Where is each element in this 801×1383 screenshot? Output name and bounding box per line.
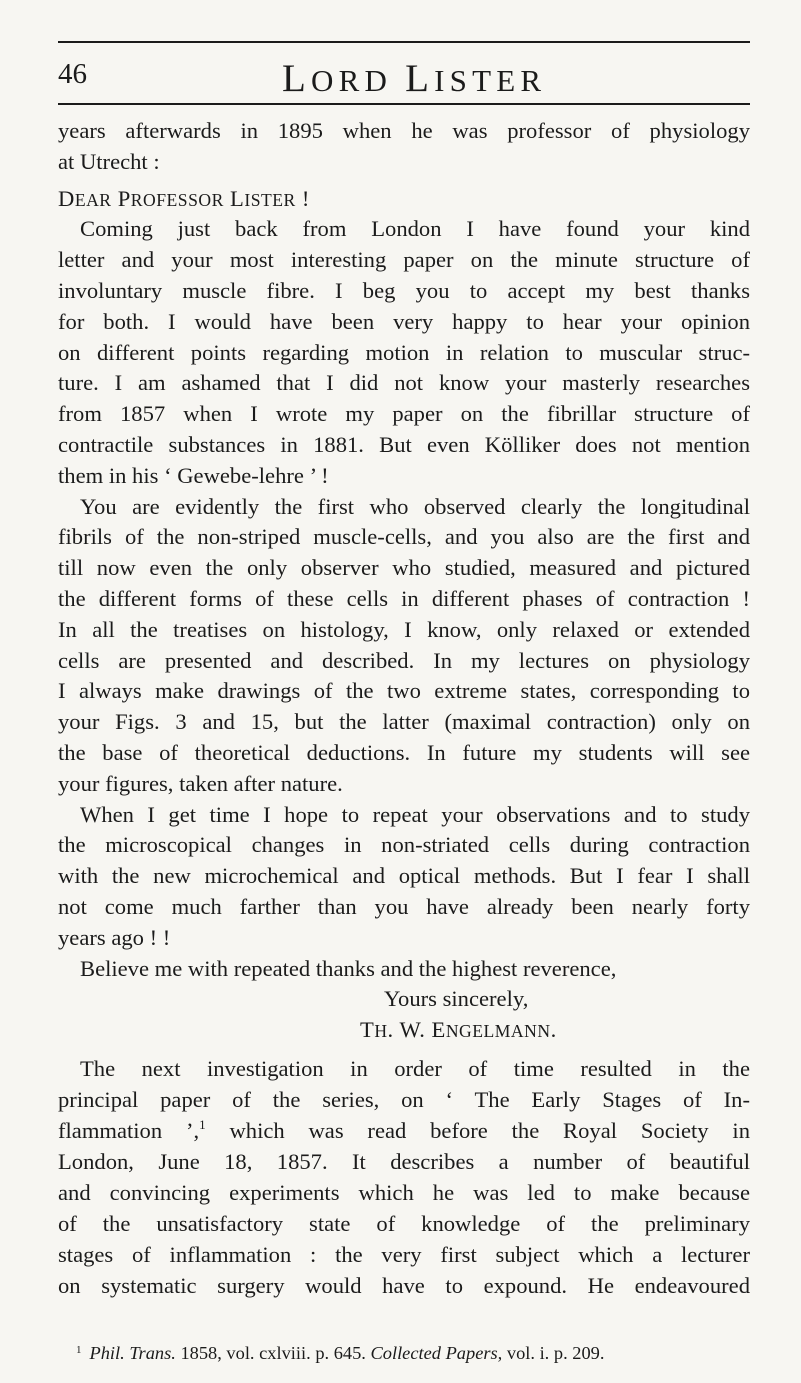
text-line: stages of inflammation : the very first subject which a lecturer xyxy=(58,1241,750,1267)
footnote-journal: Phil. Trans. xyxy=(89,1343,176,1363)
text-line: fibrils of the non-striped muscle-cells, and you also are the first and xyxy=(58,524,750,550)
text-line: from 1857 when I wrote my paper on the fibrillar structure of xyxy=(58,401,750,427)
text-line: your figures, taken after nature. xyxy=(58,770,343,796)
page-body xyxy=(58,116,750,1302)
text-line: When I get time I hope to repeat your observations and to study xyxy=(80,801,750,827)
text-line: them in his ‘ Gewebe-lehre ’ ! xyxy=(58,462,329,488)
text-line: London, June 18, 1857. It describes a number of beautiful xyxy=(58,1148,750,1174)
text-line: till now even the only observer who studied, measured and pictured xyxy=(58,555,750,581)
text-line: letter and your most interesting paper on the minute structure of xyxy=(58,247,750,273)
header-rule-bottom xyxy=(58,103,750,105)
text-line: with the new microchemical and optical methods. But I fear I shall xyxy=(58,863,750,889)
text-line: You are evidently the first who observed clearly the longitudinal xyxy=(80,493,750,519)
text-line: for both. I would have been very happy to hear your opinion xyxy=(58,308,750,334)
letter-salutation: DEAR PROFESSOR LISTER ! xyxy=(58,185,310,211)
text-line: principal paper of the series, on ‘ The Early Stages of In- xyxy=(58,1086,750,1112)
text-line: The next investigation in order of time resulted in the xyxy=(80,1055,750,1081)
text-line: on systematic surgery would have to expound. He endeavoured xyxy=(58,1272,750,1298)
letter-closing: Yours sincerely, xyxy=(384,986,529,1012)
letter-closing-phrase: Believe me with repeated thanks and the highest reverence, xyxy=(80,955,617,981)
text-line: your Figs. 3 and 15, but the latter (maximal contraction) only on xyxy=(58,709,750,735)
text-line: ture. I am ashamed that I did not know your masterly researches xyxy=(58,370,750,396)
text-line: Coming just back from London I have found your kind xyxy=(80,216,750,242)
text-line: on different points regarding motion in relation to muscular struc- xyxy=(58,339,750,365)
text-line: involuntary muscle fibre. I beg you to accept my best thanks xyxy=(58,277,750,303)
footnote-reference: 1 xyxy=(199,1116,206,1132)
text-line: the microscopical changes in non-striated cells during contraction xyxy=(58,832,750,858)
footnote: $^1$ Phil. Trans. 1858, vol. cxlviii. p. 645. Collected Papers, vol. i. p. 209. xyxy=(58,1338,750,1365)
text-line: of the unsatisfactory state of knowledge of the preliminary xyxy=(58,1210,750,1236)
text-line: and convincing experiments which he was led to make because xyxy=(58,1179,750,1205)
text-line: not come much farther than you have already been nearly forty xyxy=(58,893,750,919)
paragraph xyxy=(58,1054,750,1302)
text-line: years afterwards in 1895 when he was professor of physiology xyxy=(58,118,750,143)
text-line: at Utrecht : xyxy=(58,148,160,174)
text-line: In all the treatises on histology, I know, only relaxed or extended xyxy=(58,616,750,642)
header-rule-top xyxy=(58,41,750,43)
text-line: the different forms of these cells in different phases of contraction ! xyxy=(58,585,750,611)
text-line: flammation ’,$^1$ which was read before the Royal Society in xyxy=(58,1116,750,1143)
footnote-collected: Collected Papers, xyxy=(370,1343,503,1363)
text-line: contractile substances in 1881. But even Kölliker does not mention xyxy=(58,431,750,457)
text-line: years ago ! ! xyxy=(58,924,171,950)
running-head: LORD LISTER xyxy=(282,57,547,100)
text-line: the base of theoretical deductions. In future my students will see xyxy=(58,739,750,765)
text-line: I always make drawings of the two extreme states, corresponding to xyxy=(58,678,750,704)
letter-signature: TH. W. ENGELMANN. xyxy=(360,1017,557,1043)
footnote-mark: 1 xyxy=(76,1344,82,1356)
page-number: 46 xyxy=(58,58,87,90)
text-line: cells are presented and described. In my lectures on physiology xyxy=(58,647,750,673)
